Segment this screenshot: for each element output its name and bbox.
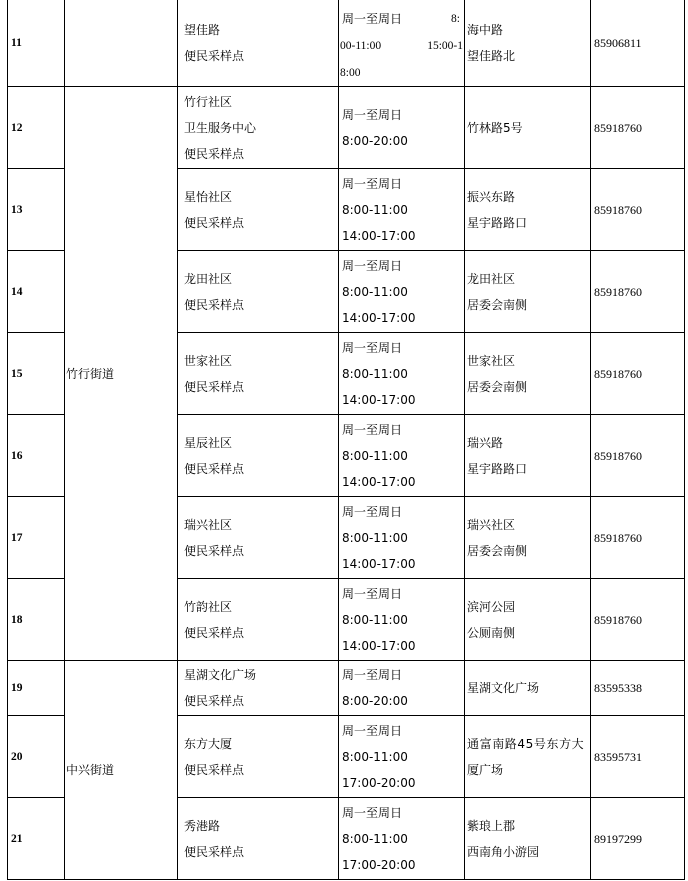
row-number: 11 bbox=[8, 0, 65, 87]
site-name: 星怡社区 便民采样点 bbox=[178, 169, 339, 251]
row-number: 21 bbox=[8, 798, 65, 880]
site-name: 望佳路 便民采样点 bbox=[178, 0, 339, 87]
address: 瑞兴路 星宇路路口 bbox=[465, 415, 591, 497]
address: 紫琅上郡 西南角小游园 bbox=[465, 798, 591, 880]
table-row bbox=[8, 661, 685, 716]
row-number: 15 bbox=[8, 333, 65, 415]
service-hours: 周一至周日 8: 00-11:00 15:00-1 8:00 bbox=[339, 0, 465, 87]
row-number: 12 bbox=[8, 87, 65, 169]
address: 瑞兴社区 居委会南侧 bbox=[465, 497, 591, 579]
phone: 85918760 bbox=[591, 415, 685, 497]
street-cell bbox=[65, 0, 178, 87]
address: 星湖文化广场 bbox=[465, 661, 591, 716]
address: 世家社区 居委会南侧 bbox=[465, 333, 591, 415]
phone: 85918760 bbox=[591, 169, 685, 251]
row-number: 13 bbox=[8, 169, 65, 251]
site-name: 秀港路 便民采样点 bbox=[178, 798, 339, 880]
row-number: 17 bbox=[8, 497, 65, 579]
row-number: 14 bbox=[8, 251, 65, 333]
table-row bbox=[8, 87, 685, 169]
address: 通富南路45号东方大 厦广场 bbox=[465, 716, 591, 798]
service-hours: 周一至周日 8:00-11:00 14:00-17:00 bbox=[339, 415, 465, 497]
address: 龙田社区 居委会南侧 bbox=[465, 251, 591, 333]
site-name: 东方大厦 便民采样点 bbox=[178, 716, 339, 798]
site-name: 世家社区 便民采样点 bbox=[178, 333, 339, 415]
row-number: 18 bbox=[8, 579, 65, 661]
service-hours: 周一至周日 8:00-20:00 bbox=[339, 87, 465, 169]
row-number: 19 bbox=[8, 661, 65, 716]
site-name: 龙田社区 便民采样点 bbox=[178, 251, 339, 333]
service-hours: 周一至周日 8:00-11:00 14:00-17:00 bbox=[339, 497, 465, 579]
address: 滨河公园 公厕南侧 bbox=[465, 579, 591, 661]
site-name: 瑞兴社区 便民采样点 bbox=[178, 497, 339, 579]
service-hours: 周一至周日 8:00-11:00 14:00-17:00 bbox=[339, 169, 465, 251]
street-name: 中兴街道 bbox=[65, 661, 178, 880]
phone: 85918760 bbox=[591, 497, 685, 579]
row-number: 16 bbox=[8, 415, 65, 497]
street-name: 竹行街道 bbox=[65, 87, 178, 661]
phone: 85918760 bbox=[591, 333, 685, 415]
service-hours: 周一至周日 8:00-11:00 17:00-20:00 bbox=[339, 716, 465, 798]
service-hours: 周一至周日 8:00-20:00 bbox=[339, 661, 465, 716]
site-name: 竹行社区 卫生服务中心 便民采样点 bbox=[178, 87, 339, 169]
service-hours: 周一至周日 8:00-11:00 14:00-17:00 bbox=[339, 579, 465, 661]
address: 海中路 望佳路北 bbox=[465, 0, 591, 87]
site-name: 星湖文化广场 便民采样点 bbox=[178, 661, 339, 716]
phone: 85906811 bbox=[591, 0, 685, 87]
service-hours: 周一至周日 8:00-11:00 14:00-17:00 bbox=[339, 251, 465, 333]
service-hours: 周一至周日 8:00-11:00 14:00-17:00 bbox=[339, 333, 465, 415]
testing-sites-table bbox=[7, 0, 685, 880]
address: 振兴东路 星宇路路口 bbox=[465, 169, 591, 251]
row-number: 20 bbox=[8, 716, 65, 798]
phone: 85918760 bbox=[591, 579, 685, 661]
service-hours: 周一至周日 8:00-11:00 17:00-20:00 bbox=[339, 798, 465, 880]
address: 竹林路5号 bbox=[465, 87, 591, 169]
phone: 85918760 bbox=[591, 87, 685, 169]
phone: 89197299 bbox=[591, 798, 685, 880]
table-row bbox=[8, 0, 685, 87]
phone: 83595338 bbox=[591, 661, 685, 716]
site-name: 星辰社区 便民采样点 bbox=[178, 415, 339, 497]
phone: 85918760 bbox=[591, 251, 685, 333]
phone: 83595731 bbox=[591, 716, 685, 798]
site-name: 竹韵社区 便民采样点 bbox=[178, 579, 339, 661]
